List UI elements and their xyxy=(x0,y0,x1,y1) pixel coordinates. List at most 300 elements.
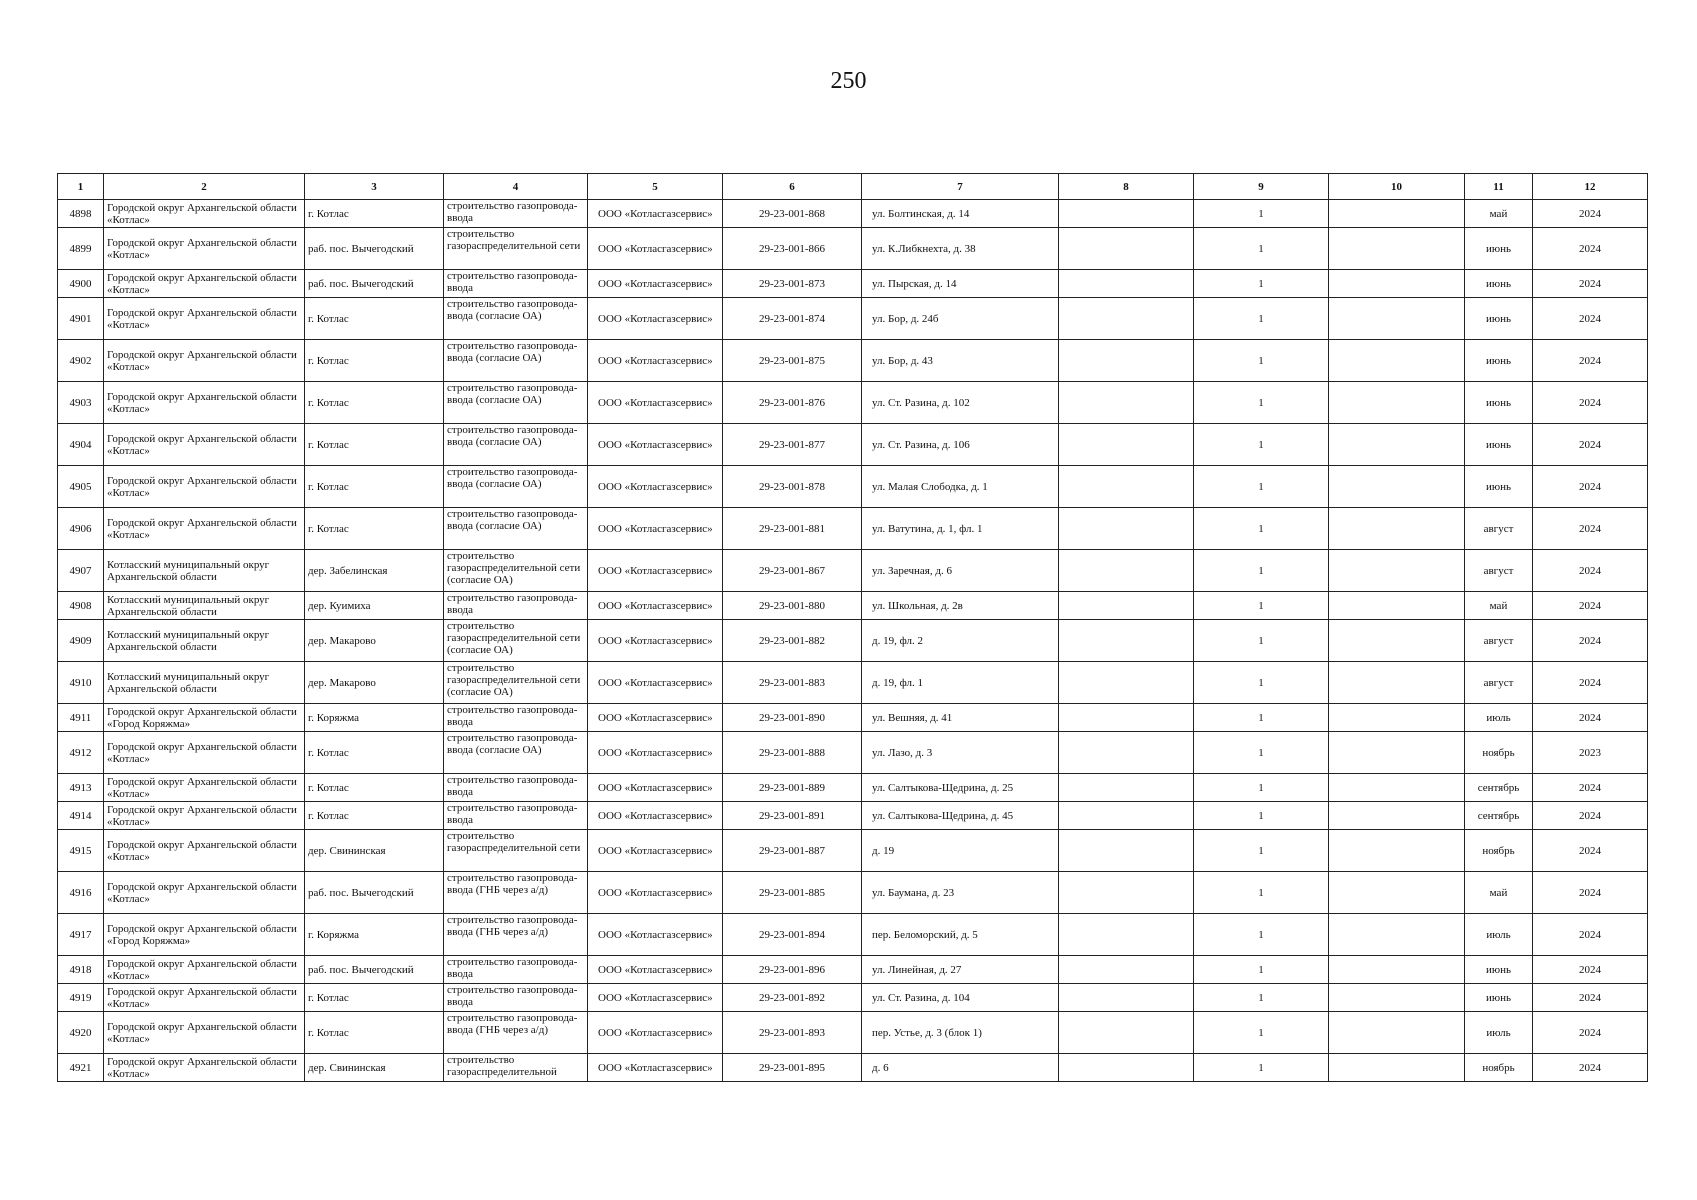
cell-address: ул. Бор, д. 24б xyxy=(862,298,1059,340)
cell-col-8 xyxy=(1059,956,1194,984)
column-header: 8 xyxy=(1059,174,1194,200)
cell-quantity: 1 xyxy=(1194,732,1329,774)
cell-municipality: Городской округ Архангельской области «Котлас» xyxy=(104,382,305,424)
cell-settlement: г. Котлас xyxy=(305,732,444,774)
cell-col-10 xyxy=(1329,340,1465,382)
cell-address: ул. Баумана, д. 23 xyxy=(862,872,1059,914)
cell-quantity: 1 xyxy=(1194,802,1329,830)
cell-object-code: 29-23-001-874 xyxy=(723,298,862,340)
cell-col-10 xyxy=(1329,550,1465,592)
cell-work-type: строительство газопровода-ввода (ГНБ через а/д) xyxy=(444,872,588,914)
cell-month: июнь xyxy=(1465,340,1533,382)
cell-address: ул. Салтыкова-Щедрина, д. 25 xyxy=(862,774,1059,802)
cell-year: 2024 xyxy=(1533,774,1648,802)
cell-quantity: 1 xyxy=(1194,340,1329,382)
cell-year: 2024 xyxy=(1533,424,1648,466)
cell-work-type: строительство газопровода-ввода xyxy=(444,200,588,228)
cell-row-number: 4908 xyxy=(58,592,104,620)
cell-month: июль xyxy=(1465,704,1533,732)
cell-municipality: Городской округ Архангельской области «Котлас» xyxy=(104,228,305,270)
cell-year: 2024 xyxy=(1533,592,1648,620)
cell-object-code: 29-23-001-867 xyxy=(723,550,862,592)
cell-row-number: 4916 xyxy=(58,872,104,914)
cell-quantity: 1 xyxy=(1194,620,1329,662)
cell-organization: ООО «Котласгазсервис» xyxy=(588,592,723,620)
cell-settlement: г. Коряжма xyxy=(305,704,444,732)
cell-col-8 xyxy=(1059,732,1194,774)
cell-settlement: г. Котлас xyxy=(305,774,444,802)
cell-month: июнь xyxy=(1465,984,1533,1012)
cell-quantity: 1 xyxy=(1194,508,1329,550)
cell-work-type: строительство газопровода-ввода (согласие ОА) xyxy=(444,466,588,508)
cell-object-code: 29-23-001-881 xyxy=(723,508,862,550)
table-row xyxy=(58,774,1648,802)
cell-address: ул. Малая Слободка, д. 1 xyxy=(862,466,1059,508)
cell-year: 2024 xyxy=(1533,662,1648,704)
cell-organization: ООО «Котласгазсервис» xyxy=(588,200,723,228)
cell-organization: ООО «Котласгазсервис» xyxy=(588,298,723,340)
cell-month: июнь xyxy=(1465,270,1533,298)
cell-row-number: 4917 xyxy=(58,914,104,956)
table-row xyxy=(58,228,1648,270)
cell-year: 2024 xyxy=(1533,1012,1648,1054)
cell-row-number: 4903 xyxy=(58,382,104,424)
cell-col-8 xyxy=(1059,704,1194,732)
table-row xyxy=(58,914,1648,956)
cell-quantity: 1 xyxy=(1194,914,1329,956)
table-row xyxy=(58,550,1648,592)
cell-municipality: Городской округ Архангельской области «Город Коряжма» xyxy=(104,704,305,732)
cell-work-type: строительство газопровода-ввода (согласие ОА) xyxy=(444,508,588,550)
cell-organization: ООО «Котласгазсервис» xyxy=(588,340,723,382)
cell-work-type: строительство газопровода-ввода xyxy=(444,774,588,802)
cell-col-10 xyxy=(1329,704,1465,732)
cell-year: 2023 xyxy=(1533,732,1648,774)
table-row xyxy=(58,620,1648,662)
cell-col-10 xyxy=(1329,984,1465,1012)
cell-col-10 xyxy=(1329,830,1465,872)
cell-municipality: Городской округ Архангельской области «Котлас» xyxy=(104,1012,305,1054)
cell-quantity: 1 xyxy=(1194,704,1329,732)
cell-col-8 xyxy=(1059,340,1194,382)
cell-month: август xyxy=(1465,508,1533,550)
cell-quantity: 1 xyxy=(1194,956,1329,984)
cell-object-code: 29-23-001-890 xyxy=(723,704,862,732)
cell-month: июль xyxy=(1465,1012,1533,1054)
cell-col-10 xyxy=(1329,956,1465,984)
cell-object-code: 29-23-001-885 xyxy=(723,872,862,914)
cell-quantity: 1 xyxy=(1194,592,1329,620)
column-header: 10 xyxy=(1329,174,1465,200)
cell-col-8 xyxy=(1059,802,1194,830)
cell-month: ноябрь xyxy=(1465,830,1533,872)
cell-col-10 xyxy=(1329,1054,1465,1082)
cell-month: июнь xyxy=(1465,424,1533,466)
cell-col-8 xyxy=(1059,984,1194,1012)
cell-object-code: 29-23-001-892 xyxy=(723,984,862,1012)
cell-row-number: 4907 xyxy=(58,550,104,592)
cell-month: август xyxy=(1465,662,1533,704)
cell-address: д. 6 xyxy=(862,1054,1059,1082)
cell-quantity: 1 xyxy=(1194,872,1329,914)
table-row xyxy=(58,298,1648,340)
cell-municipality: Городской округ Архангельской области «Котлас» xyxy=(104,732,305,774)
cell-address: пер. Устье, д. 3 (блок 1) xyxy=(862,1012,1059,1054)
cell-address: ул. Ст. Разина, д. 106 xyxy=(862,424,1059,466)
cell-organization: ООО «Котласгазсервис» xyxy=(588,382,723,424)
cell-organization: ООО «Котласгазсервис» xyxy=(588,508,723,550)
cell-year: 2024 xyxy=(1533,340,1648,382)
cell-settlement: г. Котлас xyxy=(305,984,444,1012)
cell-quantity: 1 xyxy=(1194,228,1329,270)
table-row xyxy=(58,830,1648,872)
cell-col-8 xyxy=(1059,872,1194,914)
cell-year: 2024 xyxy=(1533,984,1648,1012)
cell-month: сентябрь xyxy=(1465,774,1533,802)
table-row xyxy=(58,1012,1648,1054)
table-row xyxy=(58,508,1648,550)
cell-row-number: 4920 xyxy=(58,1012,104,1054)
cell-settlement: г. Котлас xyxy=(305,200,444,228)
cell-settlement: дер. Макарово xyxy=(305,662,444,704)
cell-col-10 xyxy=(1329,298,1465,340)
cell-quantity: 1 xyxy=(1194,270,1329,298)
cell-work-type: строительство газопровода-ввода xyxy=(444,270,588,298)
cell-address: ул. Лазо, д. 3 xyxy=(862,732,1059,774)
cell-work-type: строительство газопровода-ввода (согласие ОА) xyxy=(444,298,588,340)
cell-col-8 xyxy=(1059,382,1194,424)
cell-quantity: 1 xyxy=(1194,662,1329,704)
cell-address: ул. Салтыкова-Щедрина, д. 45 xyxy=(862,802,1059,830)
cell-quantity: 1 xyxy=(1194,984,1329,1012)
cell-work-type: строительство газопровода-ввода xyxy=(444,984,588,1012)
cell-col-10 xyxy=(1329,732,1465,774)
cell-organization: ООО «Котласгазсервис» xyxy=(588,704,723,732)
table-row xyxy=(58,382,1648,424)
cell-row-number: 4905 xyxy=(58,466,104,508)
cell-col-8 xyxy=(1059,424,1194,466)
cell-object-code: 29-23-001-875 xyxy=(723,340,862,382)
cell-row-number: 4904 xyxy=(58,424,104,466)
cell-organization: ООО «Котласгазсервис» xyxy=(588,872,723,914)
cell-municipality: Городской округ Архангельской области «Котлас» xyxy=(104,340,305,382)
cell-address: ул. Болтинская, д. 14 xyxy=(862,200,1059,228)
cell-municipality: Городской округ Архангельской области «Котлас» xyxy=(104,1054,305,1082)
cell-settlement: г. Котлас xyxy=(305,424,444,466)
cell-work-type: строительство газопровода-ввода (ГНБ через а/д) xyxy=(444,1012,588,1054)
cell-object-code: 29-23-001-866 xyxy=(723,228,862,270)
cell-settlement: раб. пос. Вычегодский xyxy=(305,270,444,298)
cell-row-number: 4919 xyxy=(58,984,104,1012)
cell-row-number: 4901 xyxy=(58,298,104,340)
cell-address: ул. Школьная, д. 2в xyxy=(862,592,1059,620)
cell-work-type: строительство газопровода-ввода (согласие ОА) xyxy=(444,340,588,382)
cell-settlement: раб. пос. Вычегодский xyxy=(305,228,444,270)
cell-work-type: строительство газопровода-ввода xyxy=(444,956,588,984)
cell-month: август xyxy=(1465,620,1533,662)
column-header: 11 xyxy=(1465,174,1533,200)
cell-settlement: дер. Куимиха xyxy=(305,592,444,620)
cell-object-code: 29-23-001-882 xyxy=(723,620,862,662)
cell-col-8 xyxy=(1059,466,1194,508)
cell-settlement: г. Котлас xyxy=(305,382,444,424)
table-row xyxy=(58,424,1648,466)
cell-work-type: строительство газопровода-ввода xyxy=(444,704,588,732)
cell-year: 2024 xyxy=(1533,466,1648,508)
column-header: 6 xyxy=(723,174,862,200)
column-header: 9 xyxy=(1194,174,1329,200)
cell-month: ноябрь xyxy=(1465,1054,1533,1082)
table-row xyxy=(58,340,1648,382)
cell-municipality: Городской округ Архангельской области «Котлас» xyxy=(104,774,305,802)
table-row xyxy=(58,802,1648,830)
cell-month: август xyxy=(1465,550,1533,592)
cell-col-8 xyxy=(1059,592,1194,620)
cell-year: 2024 xyxy=(1533,382,1648,424)
cell-municipality: Котласский муниципальный округ Архангельской области xyxy=(104,550,305,592)
cell-month: май xyxy=(1465,592,1533,620)
cell-col-10 xyxy=(1329,508,1465,550)
cell-object-code: 29-23-001-883 xyxy=(723,662,862,704)
cell-address: ул. Пырская, д. 14 xyxy=(862,270,1059,298)
cell-quantity: 1 xyxy=(1194,550,1329,592)
cell-col-8 xyxy=(1059,914,1194,956)
cell-row-number: 4918 xyxy=(58,956,104,984)
cell-col-8 xyxy=(1059,270,1194,298)
cell-settlement: дер. Свининская xyxy=(305,1054,444,1082)
cell-settlement: г. Котлас xyxy=(305,802,444,830)
cell-object-code: 29-23-001-891 xyxy=(723,802,862,830)
column-header: 5 xyxy=(588,174,723,200)
cell-col-10 xyxy=(1329,466,1465,508)
cell-work-type: строительство газопровода-ввода (согласие ОА) xyxy=(444,732,588,774)
cell-organization: ООО «Котласгазсервис» xyxy=(588,1012,723,1054)
cell-object-code: 29-23-001-876 xyxy=(723,382,862,424)
cell-quantity: 1 xyxy=(1194,424,1329,466)
cell-object-code: 29-23-001-895 xyxy=(723,1054,862,1082)
cell-year: 2024 xyxy=(1533,508,1648,550)
cell-settlement: дер. Свининская xyxy=(305,830,444,872)
cell-col-10 xyxy=(1329,424,1465,466)
cell-year: 2024 xyxy=(1533,228,1648,270)
cell-quantity: 1 xyxy=(1194,830,1329,872)
cell-year: 2024 xyxy=(1533,872,1648,914)
cell-row-number: 4913 xyxy=(58,774,104,802)
cell-col-8 xyxy=(1059,662,1194,704)
cell-year: 2024 xyxy=(1533,830,1648,872)
cell-organization: ООО «Котласгазсервис» xyxy=(588,802,723,830)
cell-organization: ООО «Котласгазсервис» xyxy=(588,774,723,802)
cell-work-type: строительство газораспределительной сети xyxy=(444,830,588,872)
cell-address: д. 19, фл. 2 xyxy=(862,620,1059,662)
column-header: 2 xyxy=(104,174,305,200)
cell-settlement: г. Котлас xyxy=(305,340,444,382)
cell-work-type: строительство газораспределительной xyxy=(444,1054,588,1082)
cell-col-10 xyxy=(1329,802,1465,830)
cell-settlement: г. Котлас xyxy=(305,1012,444,1054)
cell-settlement: г. Коряжма xyxy=(305,914,444,956)
cell-year: 2024 xyxy=(1533,956,1648,984)
cell-municipality: Городской округ Архангельской области «Котлас» xyxy=(104,802,305,830)
cell-month: июнь xyxy=(1465,956,1533,984)
cell-settlement: раб. пос. Вычегодский xyxy=(305,956,444,984)
cell-address: ул. К.Либкнехта, д. 38 xyxy=(862,228,1059,270)
cell-month: май xyxy=(1465,872,1533,914)
cell-municipality: Городской округ Архангельской области «Город Коряжма» xyxy=(104,914,305,956)
cell-address: д. 19, фл. 1 xyxy=(862,662,1059,704)
cell-year: 2024 xyxy=(1533,200,1648,228)
cell-work-type: строительство газопровода-ввода xyxy=(444,592,588,620)
cell-municipality: Котласский муниципальный округ Архангельской области xyxy=(104,620,305,662)
cell-col-8 xyxy=(1059,200,1194,228)
cell-work-type: строительство газопровода-ввода (согласие ОА) xyxy=(444,424,588,466)
cell-object-code: 29-23-001-887 xyxy=(723,830,862,872)
column-header: 1 xyxy=(58,174,104,200)
cell-address: ул. Линейная, д. 27 xyxy=(862,956,1059,984)
table-row xyxy=(58,466,1648,508)
cell-row-number: 4909 xyxy=(58,620,104,662)
register-table xyxy=(57,173,1648,1082)
cell-work-type: строительство газораспределительной сети (согласие ОА) xyxy=(444,662,588,704)
cell-organization: ООО «Котласгазсервис» xyxy=(588,466,723,508)
cell-address: ул. Бор, д. 43 xyxy=(862,340,1059,382)
cell-row-number: 4921 xyxy=(58,1054,104,1082)
table-row xyxy=(58,200,1648,228)
cell-row-number: 4898 xyxy=(58,200,104,228)
cell-organization: ООО «Котласгазсервис» xyxy=(588,620,723,662)
cell-col-8 xyxy=(1059,830,1194,872)
table-row xyxy=(58,984,1648,1012)
cell-col-10 xyxy=(1329,592,1465,620)
cell-settlement: г. Котлас xyxy=(305,298,444,340)
cell-settlement: г. Котлас xyxy=(305,466,444,508)
table-row xyxy=(58,662,1648,704)
cell-municipality: Городской округ Архангельской области «Котлас» xyxy=(104,830,305,872)
cell-municipality: Городской округ Архангельской области «Котлас» xyxy=(104,270,305,298)
cell-year: 2024 xyxy=(1533,802,1648,830)
cell-row-number: 4902 xyxy=(58,340,104,382)
header-row xyxy=(58,174,1648,200)
cell-col-10 xyxy=(1329,774,1465,802)
cell-month: июнь xyxy=(1465,298,1533,340)
table-row xyxy=(58,704,1648,732)
cell-organization: ООО «Котласгазсервис» xyxy=(588,830,723,872)
cell-work-type: строительство газопровода-ввода (согласие ОА) xyxy=(444,382,588,424)
cell-settlement: дер. Забелинская xyxy=(305,550,444,592)
cell-work-type: строительство газораспределительной сети (согласие ОА) xyxy=(444,550,588,592)
cell-object-code: 29-23-001-873 xyxy=(723,270,862,298)
cell-quantity: 1 xyxy=(1194,382,1329,424)
cell-address: ул. Ст. Разина, д. 104 xyxy=(862,984,1059,1012)
cell-work-type: строительство газораспределительной сети (согласие ОА) xyxy=(444,620,588,662)
cell-settlement: раб. пос. Вычегодский xyxy=(305,872,444,914)
cell-settlement: дер. Макарово xyxy=(305,620,444,662)
column-header: 3 xyxy=(305,174,444,200)
cell-municipality: Городской округ Архангельской области «Котлас» xyxy=(104,984,305,1012)
column-header: 4 xyxy=(444,174,588,200)
cell-address: д. 19 xyxy=(862,830,1059,872)
cell-year: 2024 xyxy=(1533,704,1648,732)
cell-object-code: 29-23-001-889 xyxy=(723,774,862,802)
cell-object-code: 29-23-001-878 xyxy=(723,466,862,508)
table-row xyxy=(58,872,1648,914)
cell-municipality: Городской округ Архангельской области «Котлас» xyxy=(104,466,305,508)
cell-object-code: 29-23-001-868 xyxy=(723,200,862,228)
cell-municipality: Городской округ Архангельской области «Котлас» xyxy=(104,956,305,984)
cell-quantity: 1 xyxy=(1194,774,1329,802)
cell-year: 2024 xyxy=(1533,914,1648,956)
cell-municipality: Городской округ Архангельской области «Котлас» xyxy=(104,872,305,914)
cell-municipality: Городской округ Архангельской области «Котлас» xyxy=(104,508,305,550)
cell-quantity: 1 xyxy=(1194,1054,1329,1082)
cell-object-code: 29-23-001-888 xyxy=(723,732,862,774)
cell-month: сентябрь xyxy=(1465,802,1533,830)
cell-col-10 xyxy=(1329,872,1465,914)
cell-organization: ООО «Котласгазсервис» xyxy=(588,732,723,774)
cell-organization: ООО «Котласгазсервис» xyxy=(588,1054,723,1082)
cell-work-type: строительство газопровода-ввода xyxy=(444,802,588,830)
column-header: 7 xyxy=(862,174,1059,200)
cell-address: ул. Ст. Разина, д. 102 xyxy=(862,382,1059,424)
cell-organization: ООО «Котласгазсервис» xyxy=(588,228,723,270)
cell-quantity: 1 xyxy=(1194,200,1329,228)
cell-row-number: 4914 xyxy=(58,802,104,830)
cell-row-number: 4906 xyxy=(58,508,104,550)
cell-col-8 xyxy=(1059,620,1194,662)
cell-month: июнь xyxy=(1465,382,1533,424)
cell-col-8 xyxy=(1059,774,1194,802)
cell-settlement: г. Котлас xyxy=(305,508,444,550)
cell-year: 2024 xyxy=(1533,550,1648,592)
cell-municipality: Городской округ Архангельской области «Котлас» xyxy=(104,424,305,466)
cell-object-code: 29-23-001-894 xyxy=(723,914,862,956)
cell-col-8 xyxy=(1059,298,1194,340)
cell-month: ноябрь xyxy=(1465,732,1533,774)
cell-municipality: Котласский муниципальный округ Архангельской области xyxy=(104,662,305,704)
cell-quantity: 1 xyxy=(1194,298,1329,340)
cell-work-type: строительство газопровода-ввода (ГНБ через а/д) xyxy=(444,914,588,956)
cell-col-10 xyxy=(1329,1012,1465,1054)
cell-year: 2024 xyxy=(1533,1054,1648,1082)
cell-organization: ООО «Котласгазсервис» xyxy=(588,956,723,984)
cell-row-number: 4899 xyxy=(58,228,104,270)
cell-col-10 xyxy=(1329,620,1465,662)
cell-month: июнь xyxy=(1465,466,1533,508)
cell-row-number: 4915 xyxy=(58,830,104,872)
cell-address: ул. Вешняя, д. 41 xyxy=(862,704,1059,732)
cell-organization: ООО «Котласгазсервис» xyxy=(588,984,723,1012)
cell-col-8 xyxy=(1059,550,1194,592)
cell-row-number: 4910 xyxy=(58,662,104,704)
page-number: 250 xyxy=(830,68,867,94)
cell-municipality: Котласский муниципальный округ Архангельской области xyxy=(104,592,305,620)
cell-quantity: 1 xyxy=(1194,466,1329,508)
column-header: 12 xyxy=(1533,174,1648,200)
cell-object-code: 29-23-001-880 xyxy=(723,592,862,620)
cell-year: 2024 xyxy=(1533,270,1648,298)
cell-col-10 xyxy=(1329,270,1465,298)
table-row xyxy=(58,732,1648,774)
cell-organization: ООО «Котласгазсервис» xyxy=(588,270,723,298)
cell-work-type: строительство газораспределительной сети xyxy=(444,228,588,270)
cell-organization: ООО «Котласгазсервис» xyxy=(588,424,723,466)
cell-month: июль xyxy=(1465,914,1533,956)
cell-organization: ООО «Котласгазсервис» xyxy=(588,662,723,704)
cell-col-10 xyxy=(1329,914,1465,956)
table-row xyxy=(58,592,1648,620)
cell-col-10 xyxy=(1329,382,1465,424)
cell-organization: ООО «Котласгазсервис» xyxy=(588,550,723,592)
